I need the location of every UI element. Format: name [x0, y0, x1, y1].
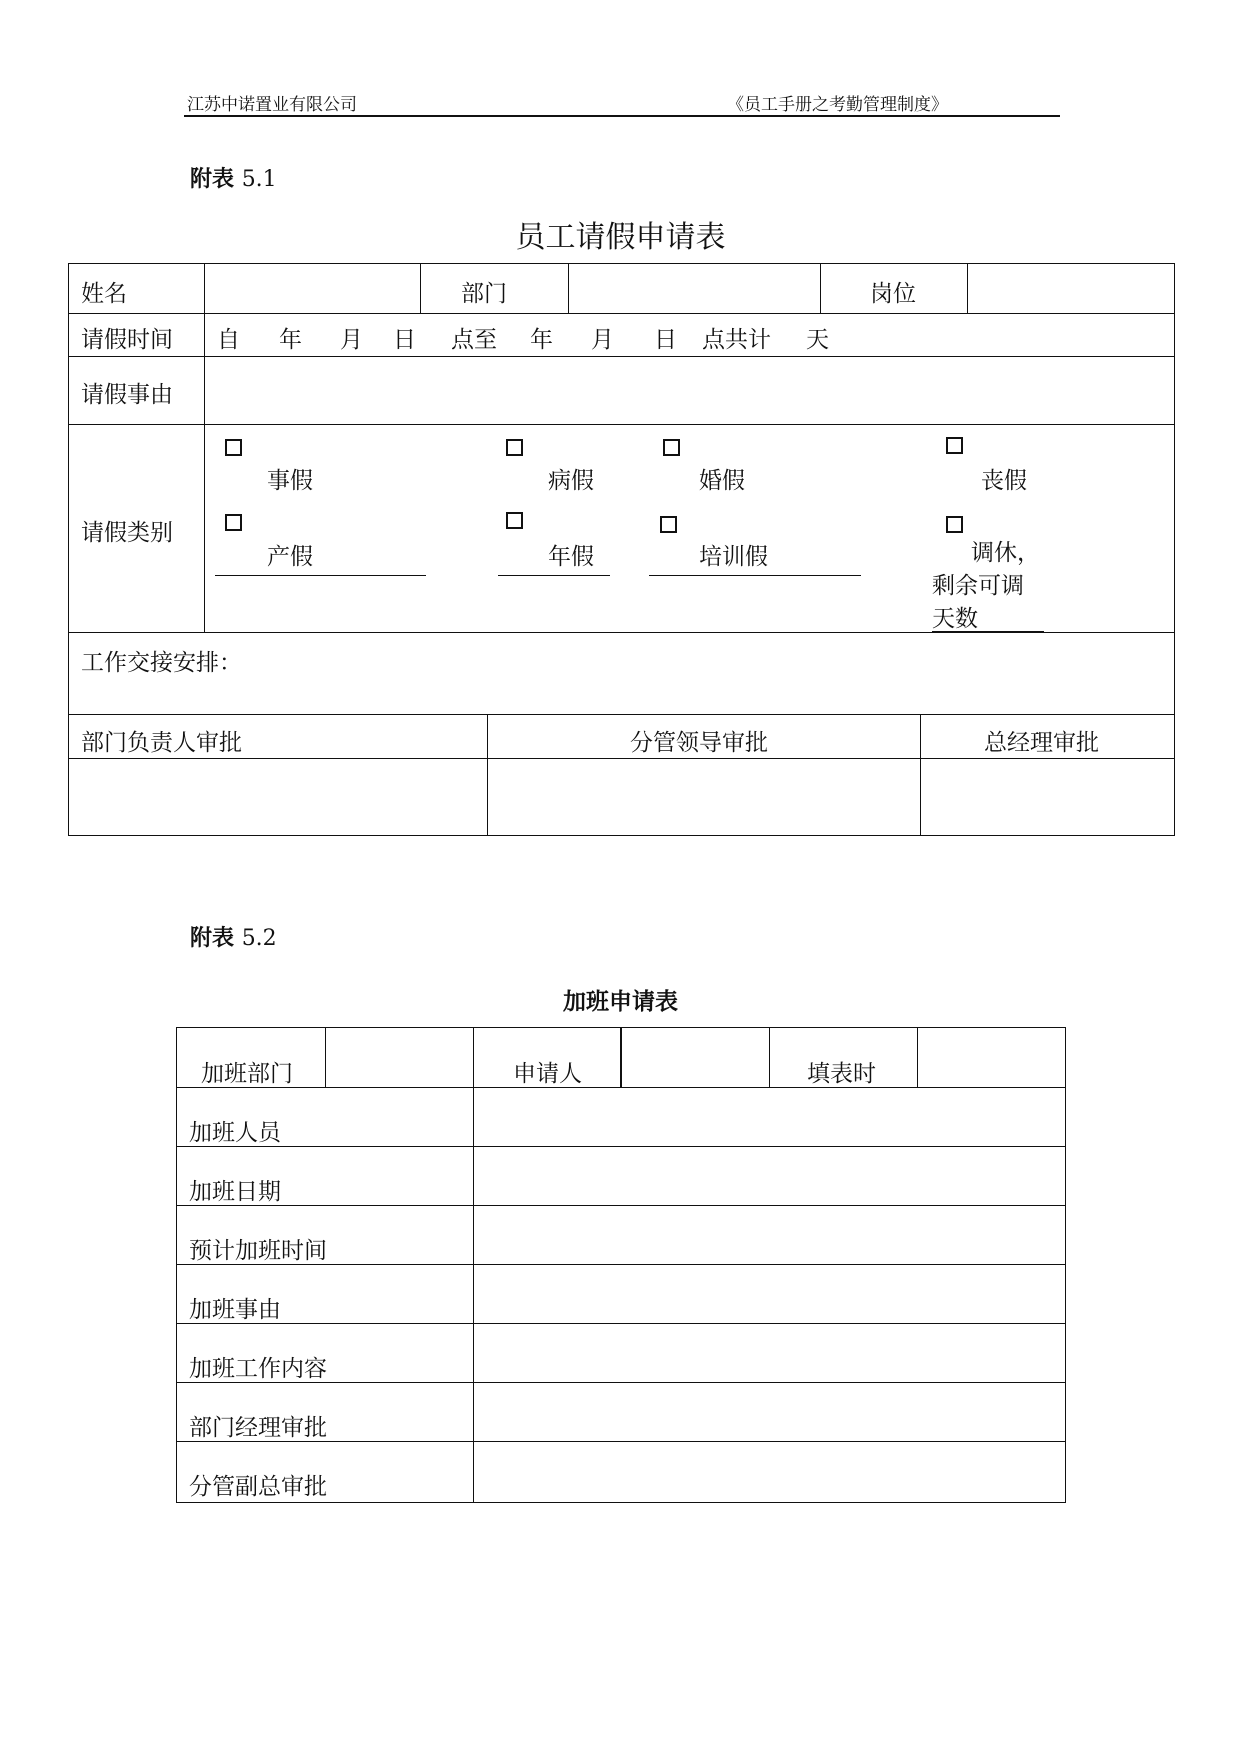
time-part-days: 天: [806, 327, 829, 353]
post-label: 岗位: [870, 281, 916, 307]
overtime-staff-label: 加班人员: [189, 1120, 281, 1146]
annex-number: 5.2: [241, 926, 277, 951]
planned-overtime-hours-field[interactable]: [474, 1206, 1065, 1264]
fill-time-field[interactable]: [918, 1028, 1065, 1087]
overtime-form-table: [176, 1027, 1066, 1503]
department-label: 部门: [461, 281, 507, 307]
dept-manager-approval-label: 部门经理审批: [189, 1415, 327, 1441]
dept-head-approval-label: 部门负责人审批: [81, 730, 242, 756]
dept-manager-approval-field[interactable]: [474, 1383, 1065, 1441]
division-leader-approval-field[interactable]: [488, 759, 920, 835]
annex-label: 附表: [190, 167, 235, 192]
time-part-day: 日: [393, 327, 416, 353]
sick-leave-label: 病假: [548, 468, 594, 494]
time-part-hour-to: 点至: [451, 327, 497, 353]
overtime-form-title: 加班申请表: [563, 989, 678, 1015]
checkbox-marriage-leave[interactable]: [663, 439, 680, 456]
handover-field[interactable]: [69, 674, 1174, 714]
overtime-work-content-field[interactable]: [474, 1324, 1065, 1382]
leave-reason-label: 请假事由: [81, 382, 173, 408]
applicant-label: 申请人: [513, 1061, 582, 1087]
time-part-year2: 年: [530, 327, 553, 353]
leave-time-field[interactable]: [205, 314, 1174, 356]
marriage-leave-label: 婚假: [699, 468, 745, 494]
leave-reason-field[interactable]: [205, 357, 1174, 424]
time-part-day2: 日: [654, 327, 677, 353]
name-label: 姓名: [81, 281, 127, 307]
checkbox-compensatory-leave[interactable]: [946, 516, 963, 533]
annex-5-1-label: [190, 162, 277, 193]
annual-leave-label: 年假: [548, 544, 594, 570]
vice-gm-approval-field[interactable]: [474, 1442, 1065, 1502]
fill-time-label: 填表时: [807, 1061, 876, 1087]
leave-type-label: 请假类别: [81, 520, 173, 546]
department-field[interactable]: [569, 264, 820, 313]
remaining-days-line2: 天数: [932, 606, 978, 632]
remaining-days-blank[interactable]: [932, 631, 1044, 632]
compensatory-leave-label: 调休，: [971, 540, 1040, 566]
name-field[interactable]: [205, 264, 420, 313]
leave-time-label: 请假时间: [81, 327, 173, 353]
checkbox-maternity-leave[interactable]: [225, 514, 242, 531]
training-leave-label: 培训假: [699, 544, 768, 570]
division-leader-approval-label: 分管领导审批: [630, 730, 768, 756]
general-manager-approval-field[interactable]: [921, 759, 1174, 835]
checkbox-bereavement-leave[interactable]: [946, 437, 963, 454]
maternity-leave-label: 产假: [267, 544, 313, 570]
company-name: 江苏中诺置业有限公司: [187, 95, 357, 115]
overtime-reason-field[interactable]: [474, 1265, 1065, 1323]
annex-label: 附表: [190, 926, 235, 951]
overtime-dept-field[interactable]: [326, 1028, 473, 1087]
post-field[interactable]: [968, 264, 1174, 313]
time-part-month: 月: [340, 327, 363, 353]
time-part-month2: 月: [591, 327, 614, 353]
leave-form-title: 员工请假申请表: [515, 220, 726, 255]
time-part-hours-total: 点共计: [702, 327, 771, 353]
checkbox-training-leave[interactable]: [660, 516, 677, 533]
time-part-year: 年: [279, 327, 302, 353]
personal-leave-label: 事假: [267, 468, 313, 494]
overtime-dept-label: 加班部门: [201, 1061, 293, 1087]
overtime-work-content-label: 加班工作内容: [189, 1356, 327, 1382]
overtime-date-field[interactable]: [474, 1147, 1065, 1205]
planned-overtime-hours-label: 预计加班时间: [189, 1238, 327, 1264]
remaining-days-line1: 剩余可调: [932, 573, 1024, 599]
annex-5-2-label: [190, 921, 277, 952]
leave-form-table: [68, 263, 1175, 836]
checkbox-annual-leave[interactable]: [506, 512, 523, 529]
overtime-date-label: 加班日期: [189, 1179, 281, 1205]
general-manager-approval-label: 总经理审批: [984, 730, 1099, 756]
header-rule: [184, 115, 1060, 117]
applicant-field[interactable]: [622, 1028, 769, 1087]
vice-gm-approval-label: 分管副总审批: [189, 1474, 327, 1500]
dept-head-approval-field[interactable]: [69, 759, 487, 835]
overtime-reason-label: 加班事由: [189, 1297, 281, 1323]
time-part-from: 自: [217, 327, 240, 353]
annex-number: 5.1: [241, 167, 277, 192]
bereavement-leave-label: 丧假: [981, 468, 1027, 494]
manual-title: 《员工手册之考勤管理制度》: [727, 95, 948, 115]
handover-label: 工作交接安排：: [81, 650, 242, 676]
overtime-staff-field[interactable]: [474, 1088, 1065, 1146]
checkbox-sick-leave[interactable]: [506, 439, 523, 456]
checkbox-personal-leave[interactable]: [225, 439, 242, 456]
